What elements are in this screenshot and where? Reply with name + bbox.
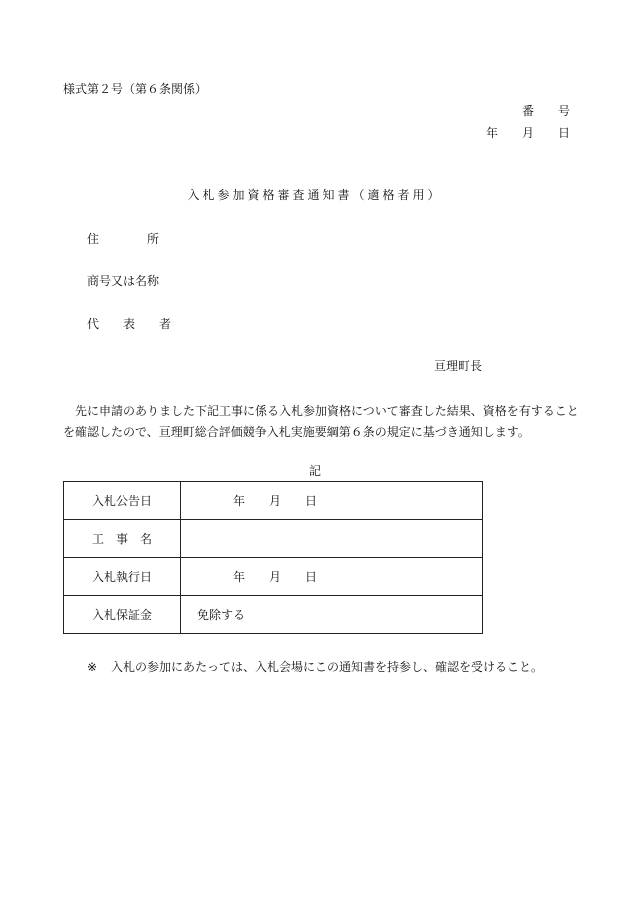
note-mark: ※: [87, 660, 98, 674]
ki-heading: 記: [308, 464, 321, 478]
company-name-label: 商号又は名称: [87, 274, 160, 288]
row-label: 工 事 名: [64, 520, 181, 558]
row-value: [181, 520, 483, 558]
body-text-line-1: 先に申請のありました下記工事に係る入札参加資格について審査した結果、資格を有すること: [75, 404, 579, 418]
row-label: 入札保証金: [64, 596, 181, 634]
row-value: 年 月 日: [181, 558, 483, 596]
date-label: 年 月 日: [485, 126, 570, 140]
representative-label: 代 表 者: [87, 317, 172, 331]
address-label: 住 所: [87, 232, 160, 246]
body-text-line-2: を確認したので、亘理町総合評価競争入札実施要綱第６条の規定に基づき通知します。: [63, 425, 530, 439]
row-value: 年 月 日: [181, 482, 483, 520]
document-title: 入札参加資格審査通知書（適格者用）: [187, 188, 443, 202]
table-row: [64, 482, 483, 520]
number-label: 番 号: [521, 104, 570, 118]
table-row: [64, 558, 483, 596]
issuer-name: 亘理町長: [433, 359, 482, 373]
row-value: 免除する: [181, 596, 483, 634]
form-number: 様式第２号（第６条関係）: [63, 82, 208, 96]
row-label: 入札公告日: [64, 482, 181, 520]
row-label: 入札執行日: [64, 558, 181, 596]
note-text: 入札の参加にあたっては、入札会場にこの通知書を持参し、確認を受けること。: [111, 660, 544, 674]
details-table: [63, 481, 483, 634]
table-row: [64, 596, 483, 634]
table-row: [64, 520, 483, 558]
